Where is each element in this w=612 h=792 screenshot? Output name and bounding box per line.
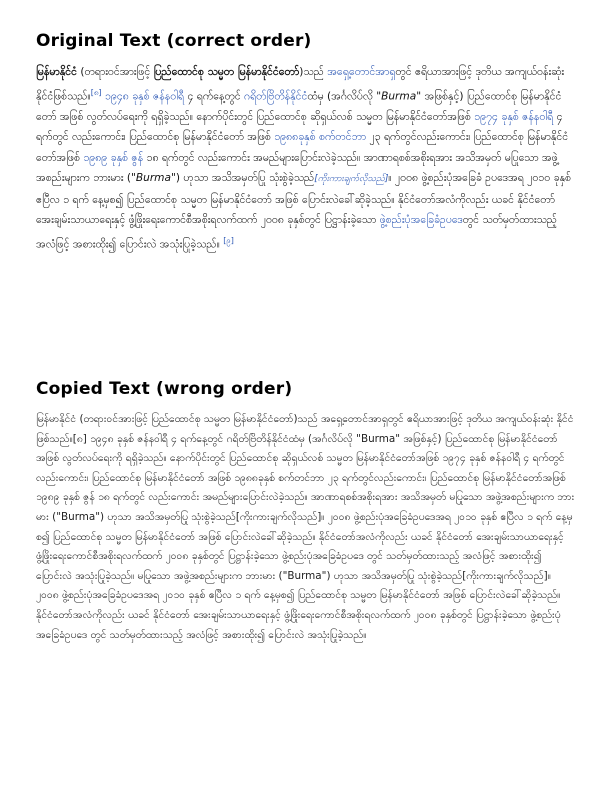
original-link-segment[interactable]: ဂရိတ်ဗြိတိန်နိုင်ငံ (244, 90, 308, 103)
original-link-segment[interactable]: ၁၉၇၄ ခုနှစ် ဇန်နဝါရီ (474, 110, 554, 123)
original-paragraph (36, 62, 576, 370)
original-link-segment[interactable]: [၉] (223, 235, 234, 245)
original-text-segment: )သည် (299, 66, 328, 78)
original-text-segment: ပြည်ထောင်စု သမ္မတ မြန်မာနိုင်ငံတော် (153, 66, 300, 78)
original-text-segment: ။ ၂၀၀၈ ဖွဲ့စည်းပုံအခြေခံ ဥပဒေအရ ၂၀၁၀ ခုနှစ် ဧပြီလ ၁ ရက် နေ့မှစ၍ ပြည်ထောင်စု သမ္မတ မြန်မာနိုင်ငံတော် အဖြစ် ပြောင်းလဲခေါ်ဆိုခဲ့သည်။ နိုင်ငံတော်အလံကိုလည်း ယခင် နိုင်ငံတော် အေးချမ်းသာယာရေးနှင့် ဖွံ့ဖြိုးရေးကောင်စီအစိုးရလက်ထက် ၂၀၀၈ ခုနှစ်တွင် ပြဋ္ဌာန်းခဲ့သော (36, 172, 571, 227)
original-text-segment: ၄ ရက်နေ့တွင် (184, 90, 245, 103)
document-page (36, 30, 576, 780)
original-text-segment: (တရားဝင်အားဖြင့် (76, 66, 154, 78)
original-link-segment[interactable]: ဖွဲ့စည်းပုံအခြေခံဥပဒေ (379, 214, 463, 227)
original-text-segment: ) ဟုသာ အသိအမှတ်ပြု သုံးစွဲခဲ့သည် (175, 172, 315, 185)
original-heading: Original Text (correct order) (36, 31, 312, 51)
original-text-segment: အဖြစ်နှင့်) ပြည်ထောင်စု မြန်မာနိုင်ငံတော် အဖြစ် လွတ်လပ်ရေးကို ရရှိခဲ့သည်။ နောက်ပိုင်းတွင် ပြည်ထောင်စု ဆိုရှယ်လစ် သမ္မတ မြန်မာနိုင်ငံတော်အဖြစ် (36, 90, 562, 123)
original-text-segment: "Burma" (376, 90, 422, 103)
original-text-segment: ၂၃ ရက်တွင်လည်းကောင်း၊ ပြည်ထောင်စု မြန်မာနိုင်ငံတော်အဖြစ် (36, 131, 569, 164)
original-text-segment: ၄ ရက်တွင် လည်းကောင်း၊ ပြည်ထောင်စု မြန်မာနိုင်ငံတော် အဖြစ် (36, 110, 563, 144)
original-text-segment: "Burma" (130, 172, 176, 185)
original-text-segment: တွင် သတ်မှတ်ထားသည့် အလံဖြင့် အစားထိုး၍ ပြောင်းလဲ အသုံးပြုခဲ့သည်။ (36, 214, 558, 251)
original-link-segment[interactable]: ၁၉၈၉ ခုနှစ် ဇွန် (83, 151, 144, 164)
original-link-segment[interactable]: ၁၉၈၈ခုနှစ် စက်တင်ဘာ (274, 131, 367, 144)
original-text-segment: ထံမှ (အင်္ဂလိပ်လို (307, 90, 377, 103)
copied-paragraph: မြန်မာနိုင်ငံ (တရားဝင်အားဖြင့် ပြည်ထောင်စု သမ္မတ မြန်မာနိုင်ငံတော်)သည် အရှေ့တောင်အာရှတွင် ဧရိယာအားဖြင့် ဒုတိယ အကျယ်ဝန်းဆုံး နိုင်ငံဖြစ်သည်။[၈] ၁၉၄၈ ခုနှစ် ဇန်နဝါရီ ၄ ရက်နေ့တွင် ဂရိတ်ဗြိတိန်နိုင်ငံထံမှ (အင်္ဂလိပ်လို "Burma" အဖြစ်နှင့်) ပြည်ထောင်စု မြန်မာနိုင်ငံတော် အဖြစ် လွတ်လပ်ရေးကို ရရှိခဲ့သည်။ နောက်ပိုင်းတွင် ပြည်ထောင်စု ဆိုရှယ်လစ် သမ္မတ မြန်မာနိုင်ငံတော်အဖြစ် ၁၉၇၄ ခုနှစ် ဇန်နဝါရီ ၄ ရက်တွင် လည်းကောင်း၊ ပြည်ထောင်စု မြန်မာနိုင်ငံတော် အဖြစ် ၁၉၈၈ခုနှစ် စက်တင်ဘာ ၂၃ ရက်တွင်လည်းကောင်း၊ ပြည်ထောင်စု မြန်မာနိုင်ငံတော်အဖြစ် ၁၉၈၉ ခုနှစ် ဇွန် ၁၈ ရက်တွင် လည်းကောင်း အမည်များပြောင်းလဲခဲ့သည်။ အာဏာရစစ်အစိုးရအား အသိအမှတ် မပြုသော အဖွဲ့အစည်းများက ဘားမား ("Burma") ဟုသာ အသိအမှတ်ပြု သုံးစွဲခဲ့သည်[ကိုးကားချက်လိုသည်]။ ၂၀၀၈ ဖွဲ့စည်းပုံအခြေခံဥပဒေအရ ၂၀၁၀ ခုနှစ် ဧပြီလ ၁ ရက် နေ့မှစ၍ ပြည်ထောင်စု သမ္မတ မြန်မာနိုင်ငံတော် အဖြစ် ပြောင်းလဲခေါ်ဆိုခဲ့သည်။ နိုင်ငံတော်အလံကိုလည်း ယခင် နိုင်ငံတော် အေးချမ်းသာယာရေးနှင့် ဖွံ့ဖြိုးရေးကောင်စီအစိုးရလက်ထက် ၂၀၀၈ ခုနှစ်တွင် ပြဋ္ဌာန်းခဲ့သော ဖွဲ့စည်းပုံအခြေခံဥပဒေ တွင် သတ်မှတ်ထားသည့် အလံဖြင့် အစားထိုး၍ ပြောင်းလဲ အသုံးပြုခဲ့သည်။ မပြုသော အဖွဲ့အစည်းများက ဘားမား ("Burma") ဟုသာ အသိအမှတ်ပြု သုံးစွဲခဲ့သည်[ကိုးကားချက်လိုသည်]။ ၂၀၀၈ ဖွဲ့စည်းပုံအခြေခံဥပဒေအရ ၂၀၁၀ ခုနှစ် ဧပြီလ ၁ ရက် နေ့မှစ၍ ပြည်ထောင်စု သမ္မတ မြန်မာနိုင်ငံတော် အဖြစ် ပြောင်းလဲခေါ်ဆိုခဲ့သည်။ နိုင်ငံတော်အလံကိုလည်း ယခင် နိုင်ငံတော် အေးချမ်းသာယာရေးနှင့် ဖွံ့ဖြိုးရေးကောင်စီအစိုးရလက်ထက် ၂၀၀၈ ခုနှစ်တွင် ပြဋ္ဌာန်းခဲ့သော ဖွဲ့စည်းပုံအခြေခံဥပဒေ တွင် သတ်မှတ်ထားသည့် အလံဖြင့် အစားထိုး၍ ပြောင်းလဲ အသုံးပြုခဲ့သည်။ (36, 413, 575, 641)
original-link-segment[interactable]: [၈] (90, 87, 102, 97)
original-link-segment[interactable]: ၁၉၄၈ ခုနှစ် ဇန်နဝါရီ (104, 90, 185, 103)
original-text-segment: ၁၈ ရက်တွင် လည်းကောင်း အမည်များပြောင်းလဲခဲ့သည်။ အာဏာရစစ်အစိုးရအား အသိအမှတ် မပြုသော အဖွဲ့အစည်းများက ဘားမား ( (36, 151, 558, 185)
original-text-segment: မြန်မာနိုင်ငံ (36, 66, 77, 78)
original-link-segment[interactable]: အရှေ့တောင်အာရှ (327, 66, 396, 78)
original-text-segment: တွင် ဧရိယာအားဖြင့် ဒုတိယ အကျယ်ဝန်းဆုံး နိုင်ငံဖြစ်သည်။ (36, 66, 565, 103)
original-link-segment[interactable]: [ကိုးကားချက်လိုသည်] (314, 174, 389, 185)
copied-heading: Copied Text (wrong order) (36, 379, 293, 399)
